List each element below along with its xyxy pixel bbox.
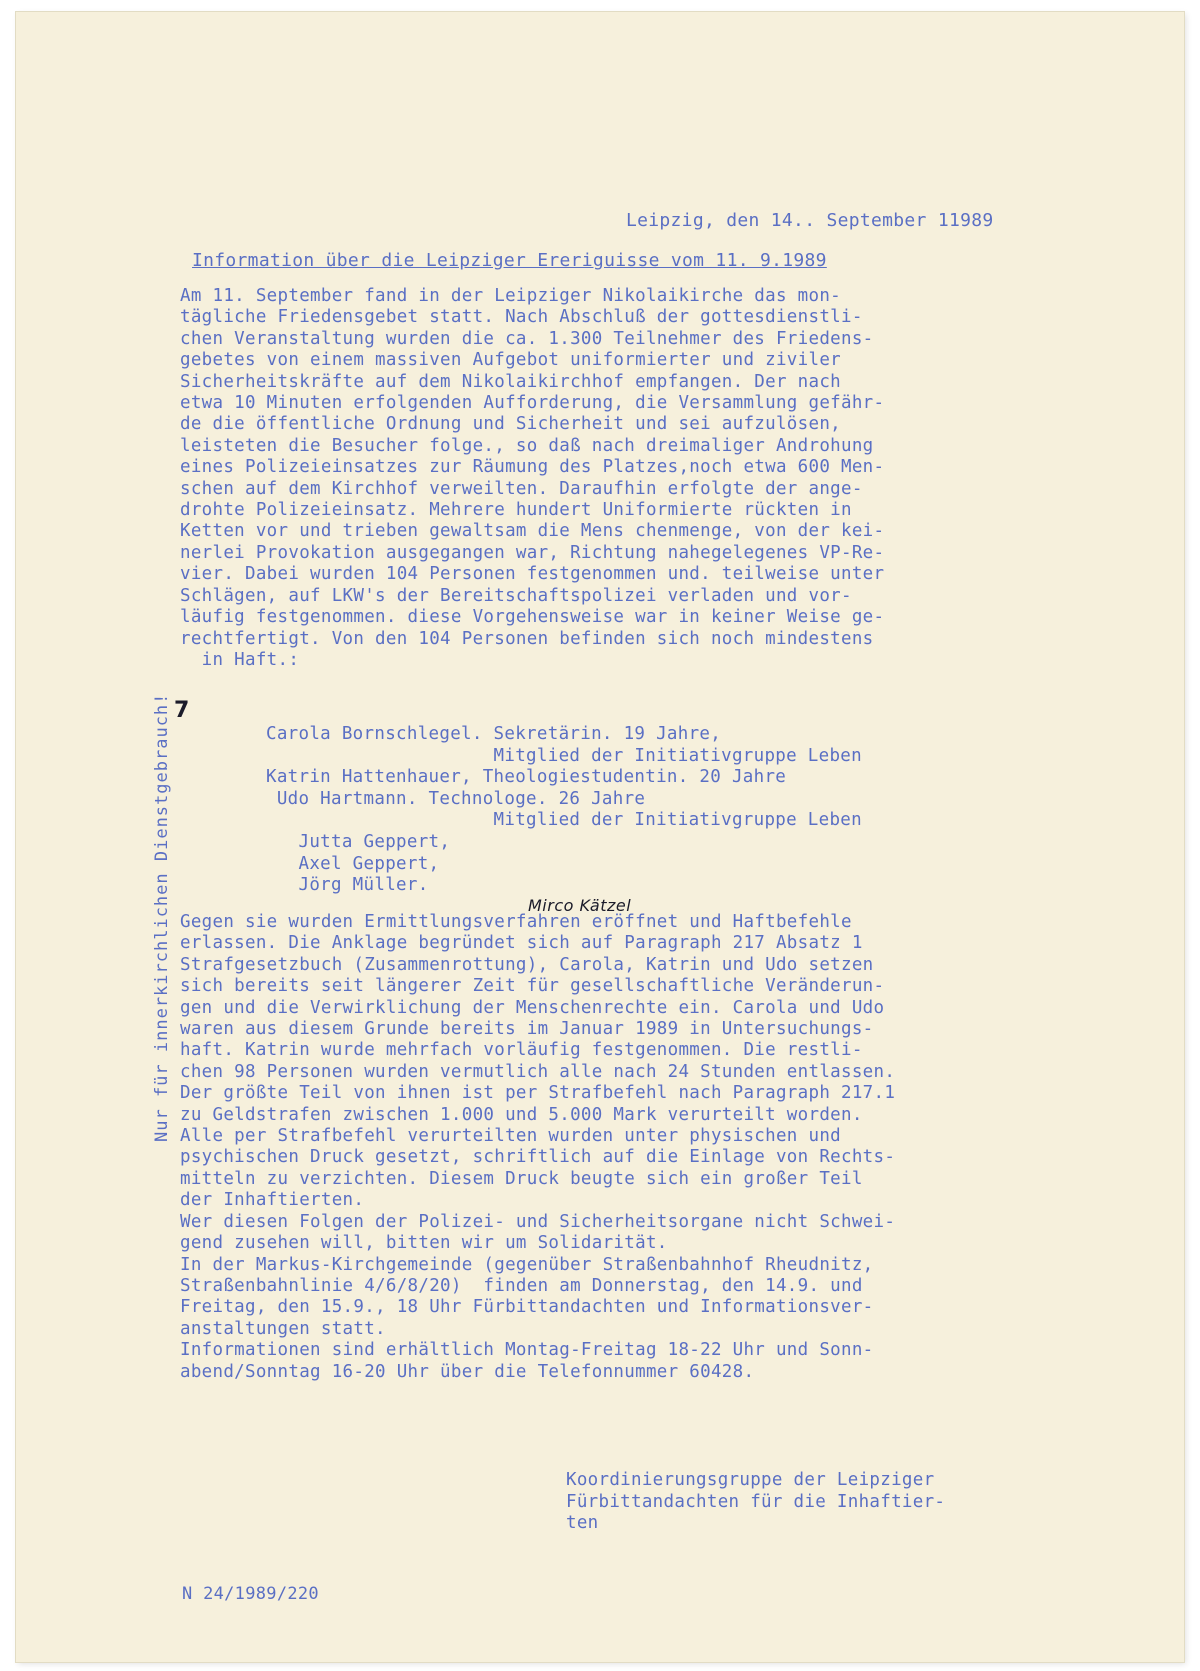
body-paragraph-2: Gegen sie wurden Ermittlungsverfahren eröffnet und Haftbefehle erlassen. Die Anklage begründet sich auf Paragraph 217 Absatz 1 Strafgesetzbuch (Zusammenrottung), Carola, Katrin und Udo setzen sich bereits seit längerer Zeit für gesellschaftliche Veränderun- gen und die Verwirklichung der Menschenrechte ein. Carola und Udo waren aus diesem Grunde bereits im Januar 1989 in Untersuchungs- haft. Katrin wurde mehrfach vorläufig festgenommen. Die restli- chen 98 Personen wurden vermutlich alle nach 24 Stunden entlassen. Der größte Teil von ihnen ist per Strafbefehl nach Paragraph 217.1 zu Geldstrafen zwischen 1.000 und 5.000 Mark verurteilt worden. Alle per Strafbefehl verurteilten wurden unter physischen und psychischen Druck gesetzt, schriftlich auf die Einlage von Rechts- mitteln zu verzichten. Diesem Druck beugte sich ein großer Teil der Inhaftierten. Wer diesen Folgen der Polizei- und Sicherheitsorgane nicht Schwei- gend zusehen will, bitten wir um Solidarität. In der Markus-Kirchgemeinde (gegenüber Straßenbahnhof Rheudnitz, Straßenbahnlinie 4/6/8/20) finden am Donnerstag, den 14.9. und Freitag, den 15.9., 18 Uhr Fürbittandachten und Informationsver- anstaltungen statt. Informationen sind erhältlich Montag-Freitag 18-22 Uhr und Sonn- abend/Sonntag 16-20 Uhr über die Telefonnummer 60428. bbox=[180, 912, 896, 1382]
handwritten-number: 7 bbox=[174, 698, 190, 723]
margin-stamp: Nur für innerkirchlichen Dienstgebrauch! bbox=[152, 692, 172, 1142]
body-paragraph-1: Am 11. September fand in der Leipziger Nikolaikirche das mon- tägliche Friedensgebet statt. Nach Abschluß der gottesdienstli- chen Veranstaltung wurden die ca. 1.300 Teilnehmer des Friedens- gebetes von einem massiven Aufgebot uniformierter und ziviler Sicherheitskräfte auf dem Nikolaikirchhof empfangen. Der nach etwa 10 Minuten erfolgenden Aufforderung, die Versammlung gefähr- de die öffentliche Ordnung und Sicherheit und sei aufzulösen, leisteten die Besucher folge., so daß nach dreimaliger Androhung eines Polizeieinsatzes zur Räumung des Platzes,noch etwa 600 Men- schen auf dem Kirchhof verweilten. Daraufhin erfolgte der ange- drohte Polizeieinsatz. Mehrere hundert Uniformierte rückten in Ketten vor und trieben gewaltsam die Mens chenmenge, von der kei- nerlei Provokation ausgegangen war, Richtung nahegelegenes VP-Re- vier. Dabei wurden 104 Personen festgenommen und. teilweise unter Schlägen, auf LKW's der Bereitschaftspolizei verladen und vor- läufig festgenommen. diese Vorgehensweise war in keiner Weise ge- rechtfertigt. Von den 104 Personen befinden sich noch mindestens in Haft.: bbox=[180, 286, 885, 670]
signature-block: Koordinierungsgruppe der Leipziger Fürbittandachten für die Inhaftier- ten bbox=[566, 1470, 946, 1534]
date-line: Leipzig, den 14.. September 11989 bbox=[626, 210, 994, 231]
detained-persons-list: Carola Bornschlegel. Sekretärin. 19 Jahre, Mitglied der Initiativgruppe Leben Katrin Hattenhauer, Theologiestudentin. 20 Jahre Udo Hartmann. Technologe. 26 Jahre Mitglied der Initiativgruppe Leben Jutta Geppert, Axel Geppert, Jörg Müller. bbox=[266, 724, 862, 896]
handwritten-name: Mirco Kätzel bbox=[528, 896, 632, 915]
document-title: Information über die Leipziger Ereriguisse vom 11. 9.1989 bbox=[192, 250, 827, 271]
document-page bbox=[16, 12, 1184, 1662]
archive-number: N 24/1989/220 bbox=[182, 1584, 319, 1604]
